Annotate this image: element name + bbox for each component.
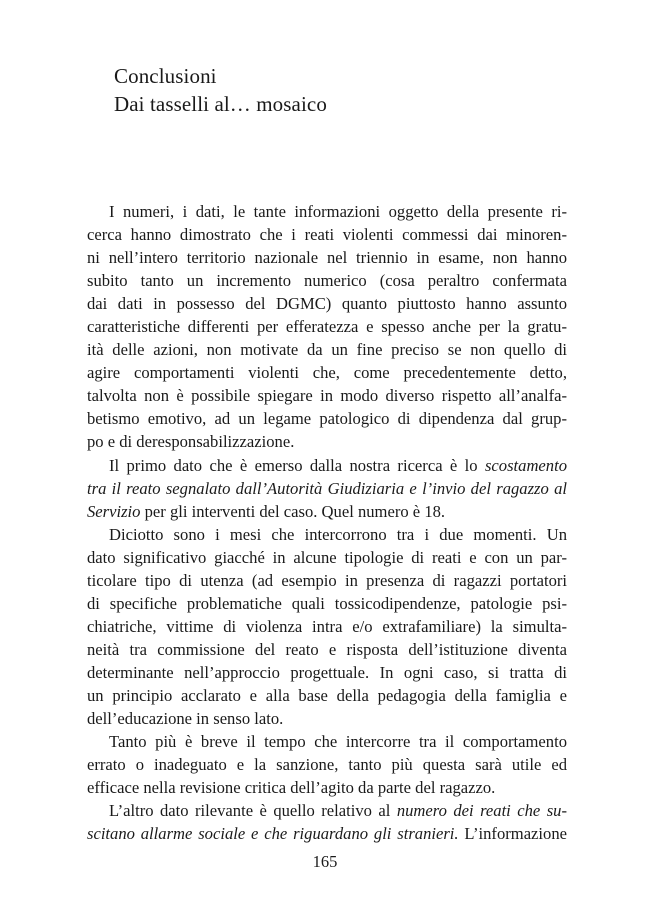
italic-run: scostamento [484, 455, 567, 475]
paragraph-5 [87, 799, 567, 845]
chapter-title [114, 62, 327, 118]
italic-run: Servizio [87, 501, 141, 521]
text-line: efficace nella revisione critica dell’agito da parte del ragazzo. [87, 778, 496, 798]
text-line: subito tanto un incremento numerico (cosa peraltro confermata [87, 271, 567, 291]
text-run: per gli interventi del caso. Quel numero è 18. [140, 501, 446, 521]
text-line: cerca hanno dimostrato che i reati violenti commessi dai minoren- [87, 225, 567, 245]
text-line: un principio acclarato e alla base della pedagogia della famiglia e [87, 685, 567, 705]
text-line: ni nell’intero territorio nazionale nel triennio in esame, non hanno [87, 248, 567, 268]
text-run: L’altro dato rilevante è quello relativo al [109, 801, 397, 821]
text-line: di specifiche problematiche quali tossicodipendenze, patologie psi- [87, 593, 567, 613]
text-line: dell’educazione in senso lato. [87, 709, 284, 729]
italic-run: scitano allarme sociale e che riguardano gli stranieri. [87, 824, 459, 844]
text-line [87, 822, 567, 845]
text-line: ticolare tipo di utenza (ad esempio in presenza di ragazzi portatori [87, 570, 567, 590]
chapter-title-line-2: Dai tasselli al… mosaico [114, 92, 327, 116]
text-line: Tanto più è breve il tempo che intercorre tra il comportamento [109, 732, 567, 752]
text-run: Il primo dato che è emerso dalla nostra ricerca è lo [109, 455, 485, 475]
paragraph-4 [87, 730, 567, 799]
text-line [87, 477, 567, 500]
body-text [87, 200, 567, 845]
text-line: po e di deresponsabilizzazione. [87, 432, 295, 452]
text-line: ità delle azioni, non motivate da un fine preciso se non quello di [87, 340, 567, 360]
text-line: chiatriche, vittime di violenza intra e/o extrafamiliare) la simulta- [87, 616, 567, 636]
text-line [87, 454, 567, 477]
text-line: caratteristiche differenti per efferatezza e spesso anche per la gratu- [87, 317, 567, 337]
text-line: determinante nell’approccio progettuale. In ogni caso, si tratta di [87, 662, 567, 682]
text-line: agire comportamenti violenti che, come precedentemente detto, [87, 363, 567, 383]
text-run: L’informazione [458, 824, 567, 844]
paragraph-2 [87, 454, 567, 523]
text-line [87, 799, 567, 822]
text-line: errato o inadeguato e la sanzione, tanto più questa sarà utile ed [87, 755, 567, 775]
text-line [87, 500, 567, 523]
text-line: talvolta non è possibile spiegare in modo diverso rispetto all’analfa- [87, 386, 567, 406]
paragraph-1 [87, 200, 567, 454]
text-line: dato significativo giacché in alcune tipologie di reati e con un par- [87, 547, 567, 567]
text-line: neità tra commissione del reato e risposta dell’istituzione diventa [87, 639, 567, 659]
text-line: Diciotto sono i mesi che intercorrono tra i due momenti. Un [109, 524, 567, 544]
italic-run: numero dei reati che su- [396, 801, 567, 821]
chapter-title-line-1: Conclusioni [114, 64, 217, 88]
paragraph-3 [87, 523, 567, 730]
text-line: dai dati in possesso del DGMC) quanto piuttosto hanno assunto [87, 294, 567, 314]
page-number: 165 [312, 852, 338, 871]
text-line: betismo emotivo, ad un legame patologico di dipendenza dal grup- [87, 409, 567, 429]
italic-run: tra il reato segnalato dall’Autorità Giudiziaria e l’invio del ragazzo al [87, 478, 567, 498]
text-line: I numeri, i dati, le tante informazioni oggetto della presente ri- [109, 202, 567, 221]
